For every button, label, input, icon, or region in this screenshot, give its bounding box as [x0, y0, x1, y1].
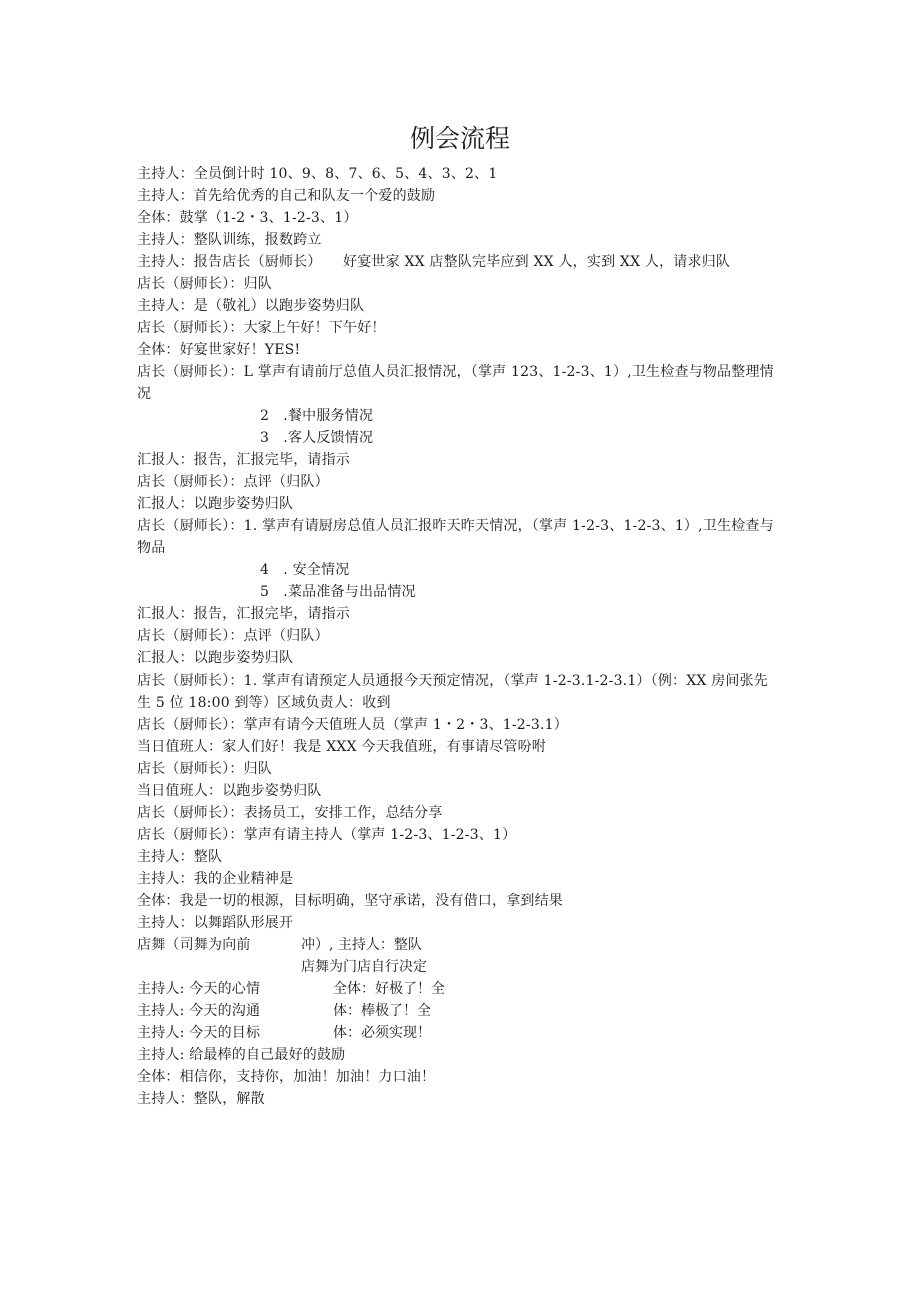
line-37b: 体：必须实现！: [333, 1025, 431, 1041]
line-38: 主持人: 给最棒的自己最好的鼓励: [137, 1047, 346, 1063]
line-27: 店长（厨师长）：表扬员工，安排工作，总结分享: [137, 805, 443, 821]
line-11: 2 .餐中服务情况: [260, 408, 374, 424]
line-30: 主持人：我的企业精神是: [137, 871, 294, 887]
line-22: 店长（厨师长）：1. 掌声有请预定人员通报今天预定情况，（掌声 1-2-3.1-2-3.1）（例：XX 房间张先生 5 位 18:00 到等）区域负责人：收到: [137, 673, 769, 711]
line-12: 3 .客人反馈情况: [260, 430, 374, 446]
line-5: 主持人：报告店长（厨师长） 好宴世家 XX 店整队完毕应到 XX 人，实到 XX 人，请求归队: [137, 254, 731, 270]
line-35a: 主持人: 今天的心情: [137, 981, 261, 997]
line-3: 全体：鼓掌（1-2・3、1-2-3、1）: [137, 210, 358, 226]
line-19: 汇报人：报告，汇报完毕，请指示: [137, 606, 350, 622]
line-24: 当日值班人：家人们好！我是 XXX 今天我值班，有事请尽管吩咐: [137, 739, 546, 755]
line-15: 汇报人：以跑步姿势归队: [137, 496, 294, 512]
line-20: 店长（厨师长）：点评（归队）: [137, 628, 329, 644]
line-37a: 主持人: 今天的目标: [137, 1025, 261, 1041]
line-29: 主持人：整队: [137, 849, 223, 865]
line-33a: 店舞（司舞为向前: [137, 937, 251, 953]
document-title: 例会流程: [409, 124, 510, 153]
line-7: 主持人：是（敬礼）以跑步姿势归队: [137, 298, 365, 314]
line-13: 汇报人：报告，汇报完毕，请指示: [137, 452, 350, 468]
line-35b: 全体：好极了！全: [333, 981, 445, 997]
line-4: 主持人：整队训练，报数跨立: [137, 232, 322, 248]
line-31: 全体：我是一切的根源，目标明确，坚守承诺，没有借口，拿到结果: [137, 893, 563, 909]
line-18: 5 .菜品准备与出品情况: [260, 584, 416, 600]
line-25: 店长（厨师长）：归队: [137, 761, 272, 777]
line-1: 主持人：全员倒计时 10、9、8、7、6、5、4、3、2、1: [137, 166, 498, 182]
line-28: 店长（厨师长）：掌声有请主持人（掌声 1-2-3、1-2-3、1）: [137, 827, 517, 843]
line-23: 店长（厨师长）：掌声有请今天值班人员（掌声 1・2・3、1-2-3.1）: [137, 717, 568, 733]
line-32: 主持人：以舞蹈队形展开: [137, 915, 294, 931]
line-2: 主持人：首先给优秀的自己和队友一个爱的鼓励: [137, 188, 436, 204]
line-10: 店长（厨师长）：L 掌声有请前厅总值人员汇报情况，（掌声 123、1-2-3、1）,卫生检查与物品整理情况: [137, 364, 774, 402]
line-8: 店长（厨师长）：大家上午好！下午好！: [137, 320, 386, 336]
line-16: 店长（厨师长）：1. 掌声有请厨房总值人员汇报昨天昨天情况，（掌声 1-2-3、1-2-3、1）,卫生检查与物品: [137, 518, 774, 556]
line-26: 当日值班人：以跑步姿势归队: [137, 783, 322, 799]
line-36a: 主持人: 今天的沟通: [137, 1003, 261, 1019]
line-21: 汇报人：以跑步姿势归队: [137, 650, 294, 666]
line-33b: 冲）, 主持人：整队: [301, 937, 422, 953]
line-36b: 体：棒极了！全: [333, 1003, 431, 1019]
line-6: 店长（厨师长）：归队: [137, 276, 272, 292]
line-17: 4 . 安全情况: [260, 562, 350, 578]
line-39: 全体：相信你，支持你，加油！加油！力口油！: [137, 1069, 436, 1085]
line-14: 店长（厨师长）：点评（归队）: [137, 474, 329, 490]
line-40: 主持人：整队，解散: [137, 1091, 265, 1107]
line-9: 全体：好宴世家好！YES!: [137, 342, 301, 358]
line-34: 店舞为门店自行决定: [301, 959, 427, 975]
